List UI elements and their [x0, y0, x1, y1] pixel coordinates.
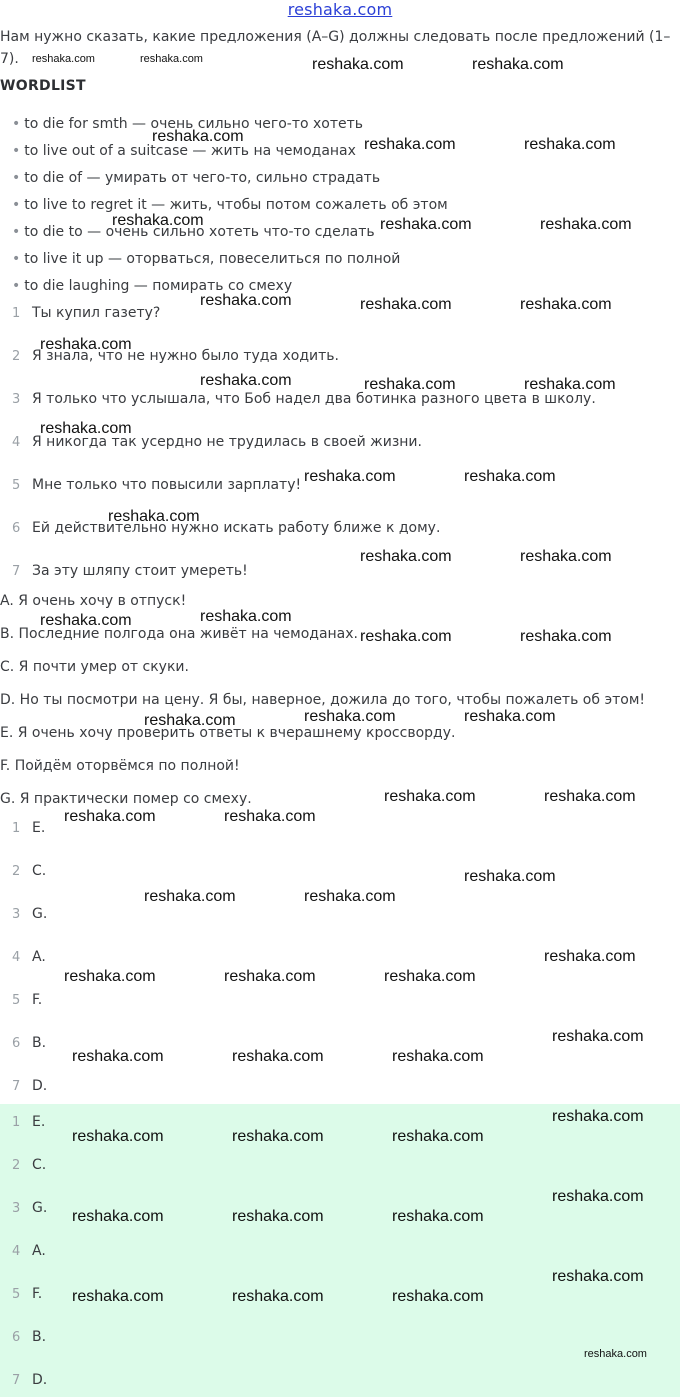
sentence-row: [12, 305, 160, 321]
watermark: reshaka.com: [540, 216, 632, 233]
bullet-icon: •: [12, 278, 21, 294]
wordlist-item-text: to live to regret it — жить, чтобы потом сожалеть об этом: [24, 197, 448, 213]
wordlist-item: [12, 251, 400, 267]
watermark: reshaka.com: [64, 808, 156, 825]
answer-number: 4: [12, 1244, 21, 1259]
sentence-number: 7: [12, 564, 21, 579]
watermark: reshaka.com: [552, 1268, 644, 1285]
watermark: reshaka.com: [360, 296, 452, 313]
watermark: reshaka.com: [304, 468, 396, 485]
watermark: reshaka.com: [360, 628, 452, 645]
watermark: reshaka.com: [144, 712, 236, 729]
answer-number: 2: [12, 1158, 21, 1173]
watermark: reshaka.com: [232, 1288, 324, 1305]
watermark: reshaka.com: [552, 1108, 644, 1125]
sentence-number: 5: [12, 478, 21, 493]
sentence-number: 4: [12, 435, 21, 450]
watermark: reshaka.com: [152, 128, 244, 145]
answer-value: B.: [32, 1035, 47, 1051]
sentence-text: За эту шляпу стоит умереть!: [32, 563, 248, 579]
bullet-icon: •: [12, 143, 21, 159]
sentence-row: [12, 477, 301, 493]
watermark: reshaka.com: [520, 628, 612, 645]
watermark: reshaka.com: [32, 53, 95, 65]
wordlist-heading: WORDLIST: [0, 78, 86, 94]
watermark: reshaka.com: [108, 508, 200, 525]
answer-value: E.: [32, 820, 46, 836]
instruction-text: Нам нужно сказать, какие предложения (A–G) должны следовать после предложений (1–7).: [0, 29, 671, 67]
wordlist-item: [12, 197, 448, 213]
bullet-icon: •: [12, 224, 21, 240]
answer-value: F.: [32, 992, 43, 1008]
watermark: reshaka.com: [392, 1208, 484, 1225]
answer-number: 7: [12, 1373, 21, 1388]
watermark: reshaka.com: [364, 376, 456, 393]
wordlist-item: [12, 170, 380, 186]
option-g: G. Я практически помер со смеху.: [0, 791, 252, 807]
answer-value: A.: [32, 949, 46, 965]
watermark: reshaka.com: [200, 372, 292, 389]
watermark: reshaka.com: [544, 948, 636, 965]
answer-highlight-row: [12, 1114, 45, 1130]
answer-value: B.: [32, 1329, 47, 1345]
answer-number: 3: [12, 907, 21, 922]
answer-value: C.: [32, 863, 47, 879]
answer-highlight-row: [12, 1243, 46, 1259]
watermark: reshaka.com: [112, 212, 204, 229]
watermark: reshaka.com: [552, 1188, 644, 1205]
watermark: reshaka.com: [520, 548, 612, 565]
watermark: reshaka.com: [232, 1128, 324, 1145]
answer-highlight-row: [12, 1200, 47, 1216]
option-e: E. Я очень хочу проверить ответы к вчерашнему кроссворду.: [0, 725, 456, 741]
answer-highlight-row: [12, 1286, 42, 1302]
watermark: reshaka.com: [544, 788, 636, 805]
watermark: reshaka.com: [40, 336, 132, 353]
watermark: reshaka.com: [360, 548, 452, 565]
answer-value: D.: [32, 1078, 48, 1094]
wordlist-item-text: to die to — очень сильно хотеть что-то сделать: [24, 224, 375, 240]
sentence-text: Я знала, что не нужно было туда ходить.: [32, 348, 339, 364]
answer-row: [12, 949, 46, 965]
watermark: reshaka.com: [312, 56, 404, 73]
answer-value: G.: [32, 1200, 48, 1216]
watermark: reshaka.com: [232, 1048, 324, 1065]
watermark: reshaka.com: [520, 296, 612, 313]
option-d: D. Но ты посмотри на цену. Я бы, наверное, дожила до того, чтобы пожалеть об этом!: [0, 692, 646, 708]
watermark: reshaka.com: [552, 1028, 644, 1045]
watermark: reshaka.com: [472, 56, 564, 73]
watermark: reshaka.com: [384, 788, 476, 805]
watermark: reshaka.com: [464, 468, 556, 485]
watermark: reshaka.com: [72, 1128, 164, 1145]
sentence-number: 2: [12, 349, 21, 364]
option-f: F. Пойдём оторвёмся по полной!: [0, 758, 240, 774]
answer-number: 6: [12, 1330, 21, 1345]
bullet-icon: •: [12, 251, 21, 267]
answer-row: [12, 992, 42, 1008]
answer-row: [12, 1035, 46, 1051]
answer-number: 5: [12, 1287, 21, 1302]
answer-number: 4: [12, 950, 21, 965]
answer-highlight-row: [12, 1329, 46, 1345]
answer-number: 7: [12, 1079, 21, 1094]
option-b: B. Последние полгода она живёт на чемоданах.: [0, 626, 358, 642]
sentence-text: Мне только что повысили зарплату!: [32, 477, 302, 493]
watermark: reshaka.com: [200, 608, 292, 625]
answer-value: E.: [32, 1114, 46, 1130]
option-a: A. Я очень хочу в отпуск!: [0, 593, 187, 609]
watermark: reshaka.com: [384, 968, 476, 985]
wordlist-item-text: to die for smth — очень сильно чего-то хотеть: [24, 116, 364, 132]
watermark: reshaka.com: [140, 53, 203, 65]
watermark: reshaka.com: [200, 292, 292, 309]
watermark: reshaka.com: [584, 1348, 647, 1360]
sentence-number: 3: [12, 392, 21, 407]
sentence-number: 6: [12, 521, 21, 536]
watermark: reshaka.com: [40, 420, 132, 437]
sentence-row: [12, 391, 596, 407]
watermark: reshaka.com: [392, 1128, 484, 1145]
watermark: reshaka.com: [304, 888, 396, 905]
sentence-text: Я только что услышала, что Боб надел два ботинка разного цвета в школу.: [32, 391, 596, 407]
answer-value: C.: [32, 1157, 47, 1173]
sentence-text: Я никогда так усердно не трудилась в своей жизни.: [32, 434, 422, 450]
answer-row: [12, 863, 46, 879]
answer-row: [12, 820, 45, 836]
watermark: reshaka.com: [464, 708, 556, 725]
watermark: reshaka.com: [72, 1288, 164, 1305]
watermark: reshaka.com: [304, 708, 396, 725]
sentence-row: [12, 563, 248, 579]
watermark: reshaka.com: [40, 612, 132, 629]
option-c: C. Я почти умер от скуки.: [0, 659, 189, 675]
answer-row: [12, 906, 47, 922]
answer-highlight-row: [12, 1372, 47, 1388]
watermark: reshaka.com: [464, 868, 556, 885]
sentence-row: [12, 520, 440, 536]
answer-number: 1: [12, 821, 21, 836]
watermark: reshaka.com: [232, 1208, 324, 1225]
sentence-text: Ей действительно нужно искать работу ближе к дому.: [32, 520, 441, 536]
watermark: reshaka.com: [64, 968, 156, 985]
answer-number: 1: [12, 1115, 21, 1130]
answer-number: 3: [12, 1201, 21, 1216]
answer-number: 5: [12, 993, 21, 1008]
watermark: reshaka.com: [392, 1048, 484, 1065]
bullet-icon: •: [12, 170, 21, 186]
watermark: reshaka.com: [524, 136, 616, 153]
watermark: reshaka.com: [72, 1048, 164, 1065]
bullet-icon: •: [12, 197, 21, 213]
wordlist-item-text: to die laughing — помирать со смеху: [24, 278, 293, 294]
answer-row: [12, 1078, 47, 1094]
site-title-link[interactable]: reshaka.com: [287, 0, 393, 19]
sentence-text: Ты купил газету?: [32, 305, 161, 321]
answer-value: A.: [32, 1243, 46, 1259]
wordlist-item-text: to die of — умирать от чего-то, сильно страдать: [24, 170, 381, 186]
sentence-number: 1: [12, 306, 21, 321]
watermark: reshaka.com: [380, 216, 472, 233]
watermark: reshaka.com: [224, 968, 316, 985]
answer-highlight-block: [0, 1104, 680, 1397]
bullet-icon: •: [12, 116, 21, 132]
watermark: reshaka.com: [72, 1208, 164, 1225]
answer-number: 2: [12, 864, 21, 879]
watermark: reshaka.com: [364, 136, 456, 153]
watermark: reshaka.com: [144, 888, 236, 905]
answer-value: G.: [32, 906, 48, 922]
answer-number: 6: [12, 1036, 21, 1051]
answer-value: F.: [32, 1286, 43, 1302]
answer-highlight-row: [12, 1157, 46, 1173]
watermark: reshaka.com: [224, 808, 316, 825]
wordlist-item-text: to live out of a suitcase — жить на чемоданах: [24, 143, 356, 159]
answer-value: D.: [32, 1372, 48, 1388]
wordlist-item-text: to live it up — оторваться, повеселиться по полной: [24, 251, 401, 267]
watermark: reshaka.com: [524, 376, 616, 393]
watermark: reshaka.com: [392, 1288, 484, 1305]
